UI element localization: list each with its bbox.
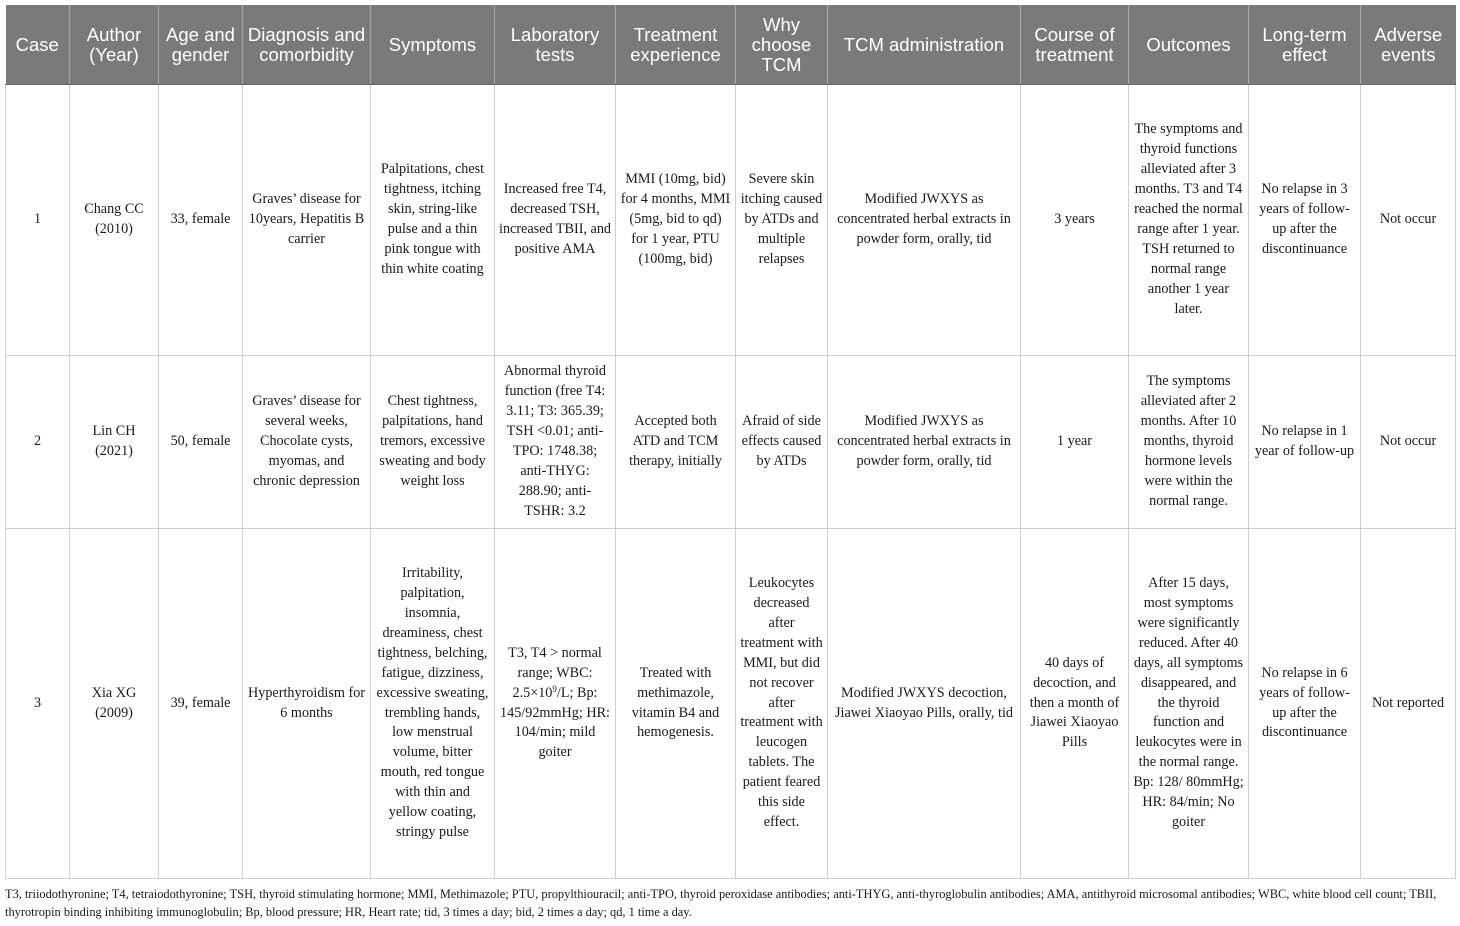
cell-long-term: No relapse in 3 years of follow-up after the discontinuance — [1249, 85, 1361, 356]
cell-symptoms: Chest tightness, palpitations, hand tremors, excessive sweating and body weight loss — [371, 356, 495, 529]
header-diagnosis: Diagnosis and comorbidity — [243, 5, 371, 85]
header-author: Author (Year) — [70, 5, 159, 85]
cell-diagnosis: Hyperthyroidism for 6 months — [243, 529, 371, 879]
header-symptoms: Symptoms — [371, 5, 495, 85]
cell-case: 3 — [6, 529, 70, 879]
cell-case: 2 — [6, 356, 70, 529]
header-row — [6, 5, 1456, 85]
cell-symptoms: Irritability, palpitation, insomnia, dreaminess, chest tightness, belching, fatigue, dizziness, excessive sweating, trembling hands, low menstrual volume, bitter mouth, red tongue with thin and yellow coating, stringy pulse — [371, 529, 495, 879]
cell-course: 1 year — [1021, 356, 1129, 529]
header-tcm-admin: TCM administration — [828, 5, 1021, 85]
cell-treatment: Treated with methimazole, vitamin B4 and hemogenesis. — [616, 529, 736, 879]
cell-tcm-admin: Modified JWXYS as concentrated herbal extracts in powder form, orally, tid — [828, 356, 1021, 529]
cell-outcomes: After 15 days, most symptoms were significantly reduced. After 40 days, all symptoms disappeared, and the thyroid function and leukocytes were in the normal range. Bp: 128/ 80mmHg; HR: 84/min; No goiter — [1129, 529, 1249, 879]
cell-symptoms: Palpitations, chest tightness, itching skin, string-like pulse and a thin pink tongue with thin white coating — [371, 85, 495, 356]
cell-diagnosis: Graves’ disease for 10years, Hepatitis B carrier — [243, 85, 371, 356]
cell-outcomes: The symptoms and thyroid functions alleviated after 3 months. T3 and T4 reached the normal range after 1 year. TSH returned to normal range another 1 year later. — [1129, 85, 1249, 356]
cell-long-term: No relapse in 6 years of follow-up after the discontinuance — [1249, 529, 1361, 879]
cell-author: Lin CH (2021) — [70, 356, 159, 529]
header-case: Case — [6, 5, 70, 85]
table-row — [6, 85, 1456, 356]
cell-outcomes: The symptoms alleviated after 2 months. After 10 months, thyroid hormone levels were within the normal range. — [1129, 356, 1249, 529]
header-outcomes: Outcomes — [1129, 5, 1249, 85]
cell-long-term: No relapse in 1 year of follow-up — [1249, 356, 1361, 529]
cell-course: 40 days of decoction, and then a month of Jiawei Xiaoyao Pills — [1021, 529, 1129, 879]
cell-lab-tests: Increased free T4, decreased TSH, increased TBII, and positive AMA — [495, 85, 616, 356]
cell-diagnosis: Graves’ disease for several weeks, Chocolate cysts, myomas, and chronic depression — [243, 356, 371, 529]
header-why-tcm: Why choose TCM — [736, 5, 828, 85]
header-treatment: Treatment experience — [616, 5, 736, 85]
cell-treatment: MMI (10mg, bid) for 4 months, MMI (5mg, bid to qd) for 1 year, PTU (100mg, bid) — [616, 85, 736, 356]
header-adverse: Adverse events — [1361, 5, 1456, 85]
cell-age-gender: 50, female — [159, 356, 243, 529]
header-course: Course of treatment — [1021, 5, 1129, 85]
lab-tests-superscript: 9 — [552, 683, 557, 694]
cell-lab-tests — [495, 529, 616, 879]
header-age-gender: Age and gender — [159, 5, 243, 85]
cell-why-tcm: Severe skin itching caused by ATDs and multiple relapses — [736, 85, 828, 356]
header-long-term: Long-term effect — [1249, 5, 1361, 85]
cell-treatment: Accepted both ATD and TCM therapy, initially — [616, 356, 736, 529]
cell-course: 3 years — [1021, 85, 1129, 356]
header-lab-tests: Laboratory tests — [495, 5, 616, 85]
case-table — [5, 5, 1456, 879]
cell-why-tcm: Leukocytes decreased after treatment with MMI, but did not recover after treatment with leucogen tablets. The patient feared this side effect. — [736, 529, 828, 879]
cell-adverse: Not occur — [1361, 85, 1456, 356]
cell-author: Chang CC (2010) — [70, 85, 159, 356]
cell-why-tcm: Afraid of side effects caused by ATDs — [736, 356, 828, 529]
cell-age-gender: 33, female — [159, 85, 243, 356]
cell-age-gender: 39, female — [159, 529, 243, 879]
cell-tcm-admin: Modified JWXYS decoction, Jiawei Xiaoyao Pills, orally, tid — [828, 529, 1021, 879]
table-row — [6, 529, 1456, 879]
cell-case: 1 — [6, 85, 70, 356]
table-footnote: T3, triiodothyronine; T4, tetraiodothyronine; TSH, thyroid stimulating hormone; MMI, Methimazole; PTU, propylthiouracil; anti-TPO, thyroid peroxidase antibodies; anti-THYG, anti-thyroglobulin antibodies; AMA, antithyroid microsomal antibodies; WBC, white blood cell count; TBII, thyrotropin binding inhibiting immunoglobulin; Bp, blood pressure; HR, Heart rate; tid, 3 times a day; bid, 2 times a day; qd, 1 time a day. — [5, 887, 1437, 919]
lab-tests-text-b: /L; Bp: 145/92mmHg; HR: 104/min; mild goiter — [500, 684, 610, 761]
lab-tests-text-a: T3, T4 > normal range; WBC: 2.5×10 — [508, 644, 602, 701]
cell-adverse: Not reported — [1361, 529, 1456, 879]
cell-author: Xia XG (2009) — [70, 529, 159, 879]
cell-adverse: Not occur — [1361, 356, 1456, 529]
cell-lab-tests: Abnormal thyroid function (free T4: 3.11; T3: 365.39; TSH <0.01; anti-TPO: 1748.38; anti-THYG: 288.90; anti-TSHR: 3.2 — [495, 356, 616, 529]
table-row — [6, 356, 1456, 529]
cell-tcm-admin: Modified JWXYS as concentrated herbal extracts in powder form, orally, tid — [828, 85, 1021, 356]
